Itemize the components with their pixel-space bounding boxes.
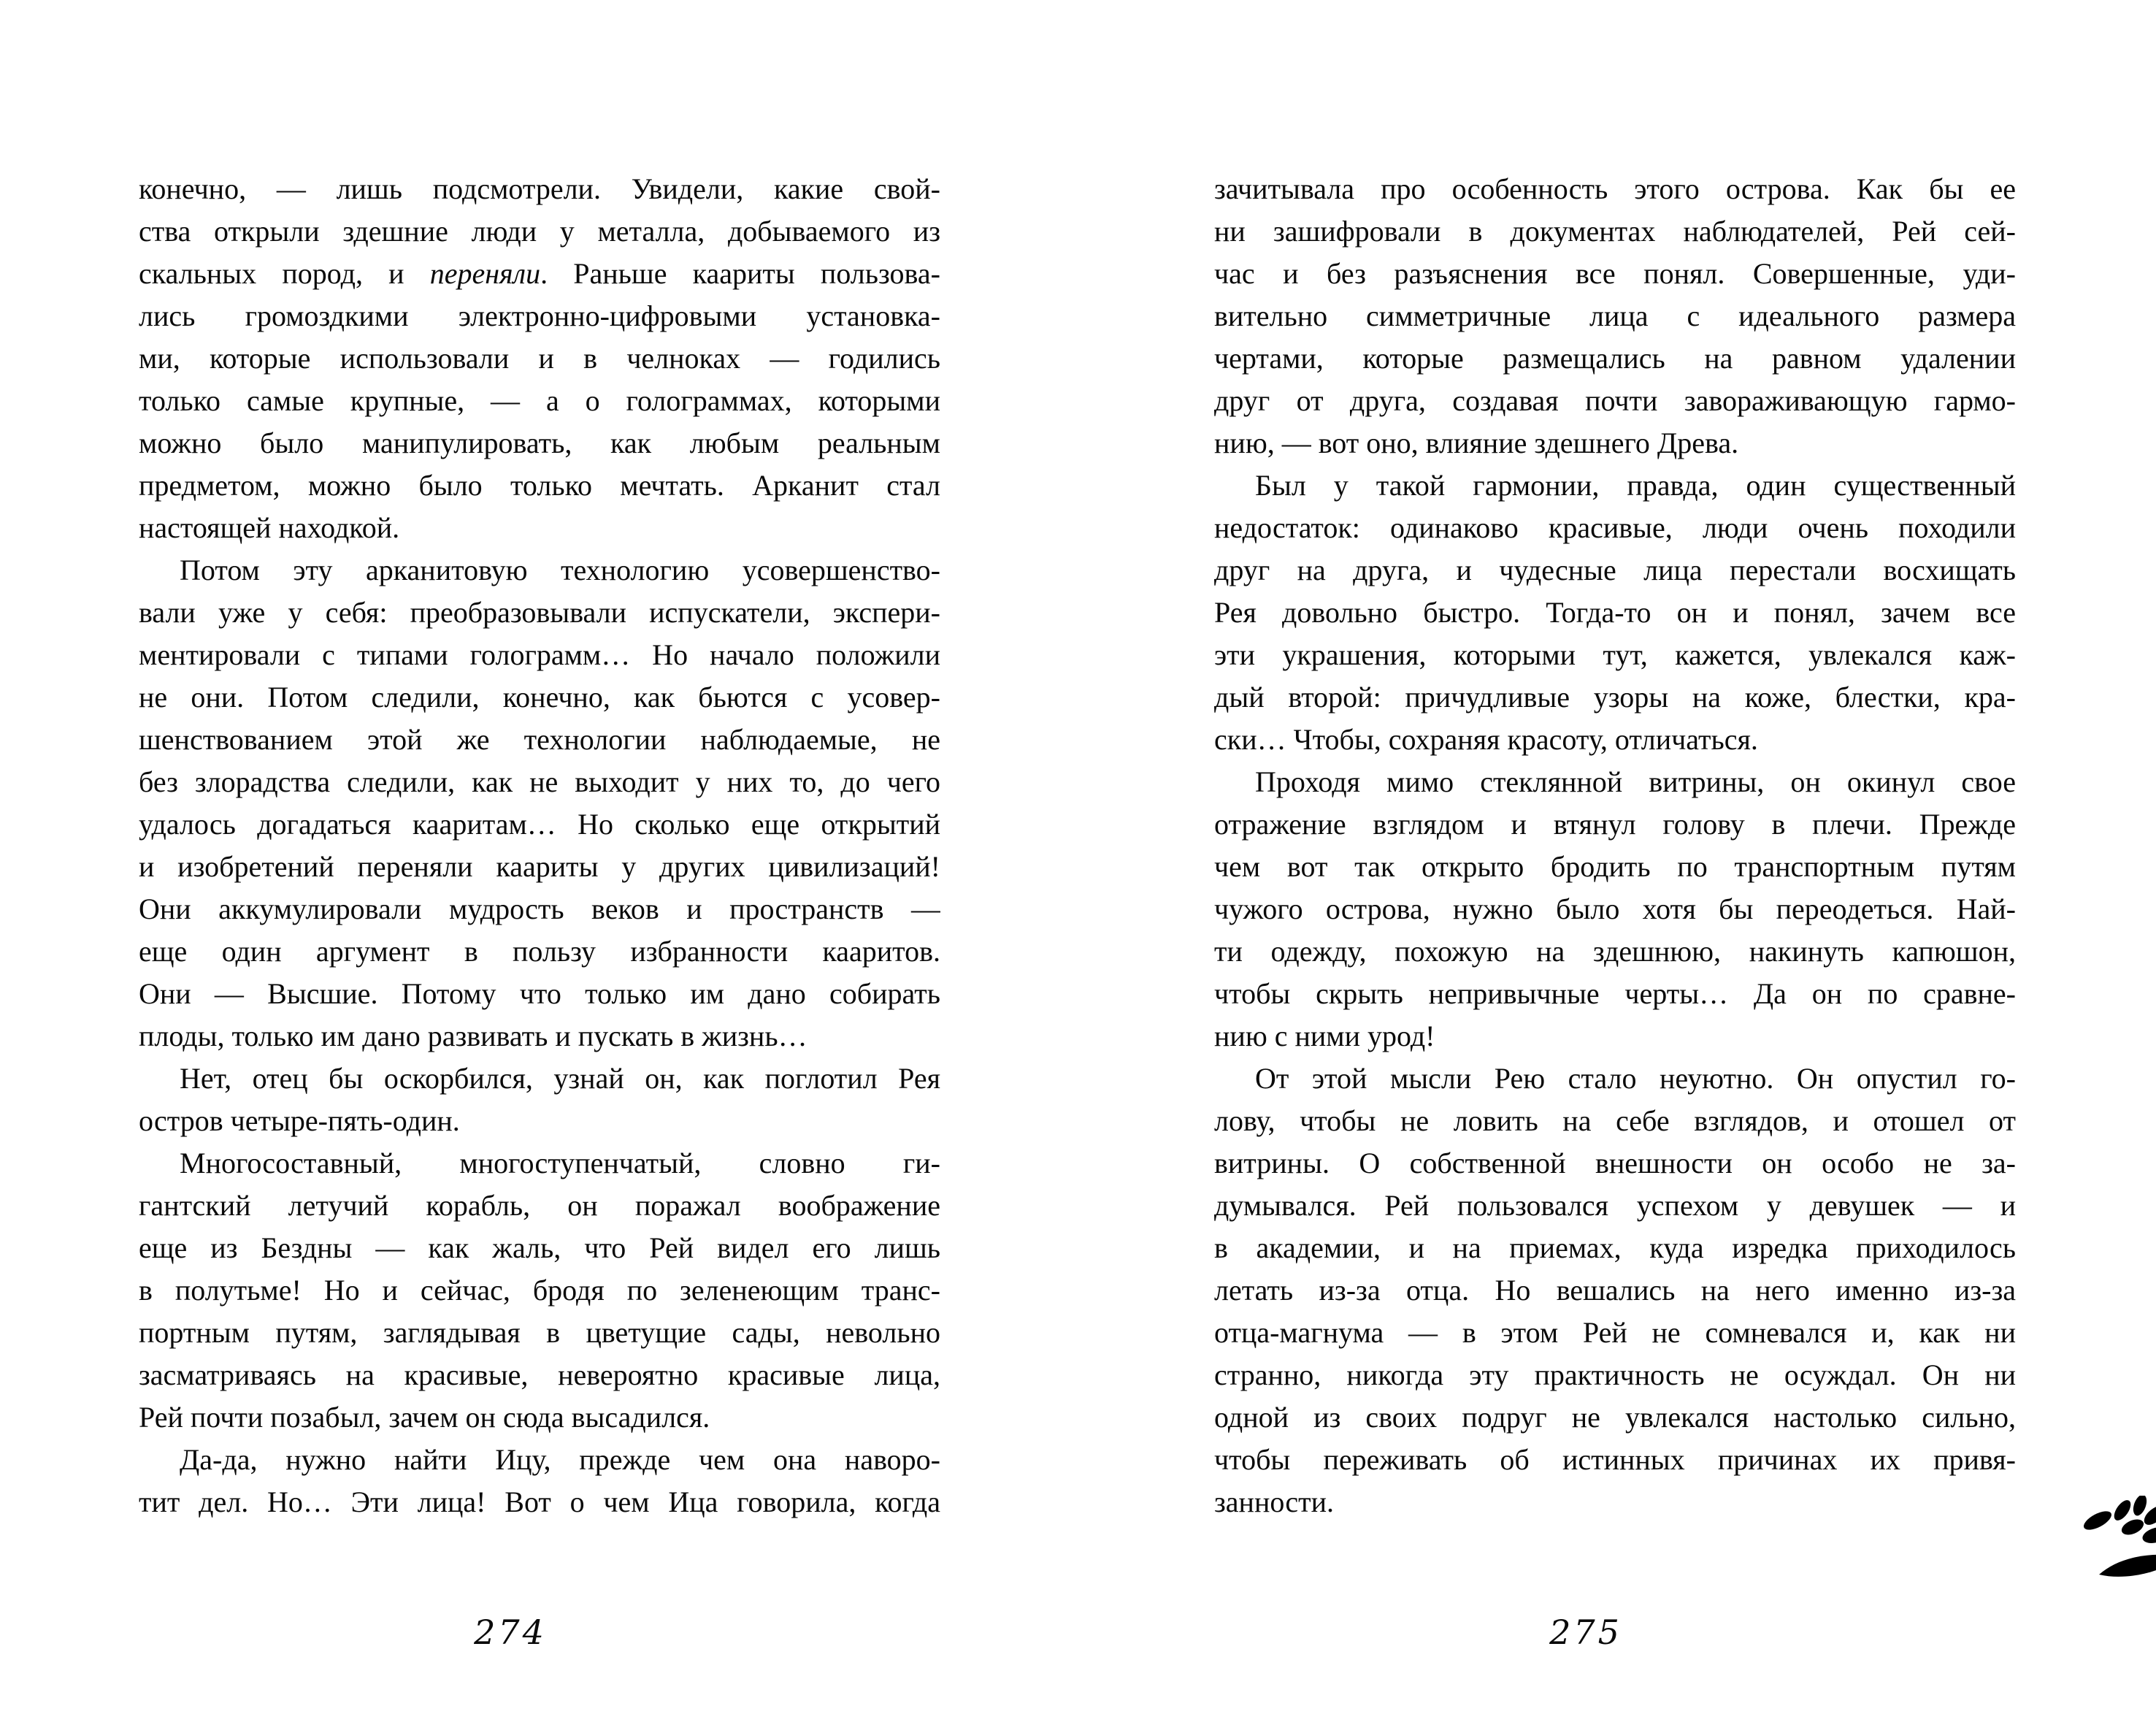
text-line: тит дел. Но… Эти лица! Вот о чем Ица говорила, когда xyxy=(139,1485,940,1518)
text-line: портным путям, заглядывая в цветущие сады, невольно xyxy=(139,1316,940,1349)
text-line: ства открыли здешние люди у металла, добываемого из xyxy=(139,215,940,248)
text-line: еще один аргумент в пользу избранности кааритов. xyxy=(139,935,940,968)
text-line: нию с ними урод! xyxy=(1214,1020,1435,1052)
text-line: без злорадства следили, как не выходит у них то, до чего xyxy=(139,765,940,798)
text-line: друг от друга, создавая почти завораживающую гармо- xyxy=(1214,384,2016,417)
text-line: странно, никогда эту практичность не осуждал. Он ни xyxy=(1214,1358,2016,1391)
text-line: дый второй: причудливые узоры на коже, блестки, кра- xyxy=(1214,681,2016,714)
text-line: От этой мысли Рею стало неуютно. Он опустил го- xyxy=(1255,1062,2016,1095)
text-line: ти одежду, похожую на здешнюю, накинуть капюшон, xyxy=(1214,935,2016,968)
text-line: остров четыре-пять-один. xyxy=(139,1104,460,1137)
text-line: занности. xyxy=(1214,1485,1335,1518)
text-line: чем вот так открыто бродить по транспортным путям xyxy=(1214,850,2016,883)
text-line: в полутьме! Но и сейчас, бродя по зеленеющим транс- xyxy=(139,1274,940,1307)
text-line: чтобы переживать об истинных причинах их привя- xyxy=(1214,1443,2016,1476)
text-line: отражение взглядом и втянул голову в плечи. Прежде xyxy=(1214,808,2016,841)
text-line: ми, которые использовали и в челноках — годились xyxy=(139,342,940,375)
text-line: предметом, можно было только мечтать. Арканит стал xyxy=(139,469,940,502)
text-line: Рея довольно быстро. Тогда-то он и понял, зачем все xyxy=(1214,596,2016,629)
text-line: Потом эту арканитовую технологию усовершенство- xyxy=(180,554,940,586)
text-line: думывался. Рей пользовался успехом у девушек — и xyxy=(1214,1189,2016,1222)
leaf-ornament-icon xyxy=(2077,1496,2156,1598)
text-line: в академии, и на приемах, куда изредка приходилось xyxy=(1214,1231,2016,1264)
text-line: Они — Высшие. Потому что только им дано собирать xyxy=(139,977,940,1010)
text-line: друг на друга, и чудесные лица перестали восхищать xyxy=(1214,554,2016,586)
text-line: ски… Чтобы, сохраняя красоту, отличаться. xyxy=(1214,723,1758,756)
text-line: отца-магнума — в этом Рей не сомневался и, как ни xyxy=(1214,1316,2016,1349)
text-line: настоящей находкой. xyxy=(139,511,400,544)
text-line: гантский летучий корабль, он поражал воображение xyxy=(139,1189,940,1222)
text-line: Был у такой гармонии, правда, один существенный xyxy=(1255,469,2016,502)
text-line: Проходя мимо стеклянной витрины, он окинул свое xyxy=(1255,765,2016,798)
text-line: Они аккумулировали мудрость веков и пространств — xyxy=(139,892,940,925)
text-line: летать из-за отца. Но вешались на него именно из-за xyxy=(1214,1274,2016,1307)
text-line: скальных пород, и переняли. Раньше каариты пользова- xyxy=(139,257,940,290)
text-line: чтобы скрыть непривычные черты… Да он по сравне- xyxy=(1214,977,2016,1010)
text-line: одной из своих подруг не увлекался настолько сильно, xyxy=(1214,1401,2016,1434)
text-line: засматриваясь на красивые, невероятно красивые лица, xyxy=(139,1358,940,1391)
page-number-right: 275 xyxy=(1549,1613,1622,1652)
text-line: час и без разъяснения все понял. Совершенные, уди- xyxy=(1214,257,2016,290)
text-line: конечно, — лишь подсмотрели. Увидели, какие свой- xyxy=(139,172,940,205)
text-line: нию, — вот оно, влияние здешнего Древа. xyxy=(1214,427,1739,459)
text-line: еще из Бездны — как жаль, что Рей видел его лишь xyxy=(139,1231,940,1264)
text-line: можно было манипулировать, как любым реальным xyxy=(139,427,940,459)
text-line: эти украшения, которыми тут, кажется, увлекался каж- xyxy=(1214,638,2016,671)
text-line: не они. Потом следили, конечно, как бьются с усовер- xyxy=(139,681,940,714)
text-line: чужого острова, нужно было хотя бы переодеться. Най- xyxy=(1214,892,2016,925)
text-line: Рей почти позабыл, зачем он сюда высадился. xyxy=(139,1401,710,1434)
page-right-text-block xyxy=(1214,168,2016,1523)
text-line: лись громоздкими электронно-цифровыми установка- xyxy=(139,299,940,332)
page-number-left: 274 xyxy=(474,1613,547,1652)
text-line: чертами, которые размещались на равном удалении xyxy=(1214,342,2016,375)
text-line: Да-да, нужно найти Ицу, прежде чем она наворо- xyxy=(180,1443,940,1476)
text-line: плоды, только им дано развивать и пускать в жизнь… xyxy=(139,1020,807,1052)
page-left-text-block xyxy=(139,168,940,1523)
text-line: шенствованием этой же технологии наблюдаемые, не xyxy=(139,723,940,756)
text-line: удалось догадаться кааритам… Но сколько еще открытий xyxy=(139,808,940,841)
text-line: зачитывала про особенность этого острова. Как бы ее xyxy=(1214,172,2016,205)
text-line: лову, чтобы не ловить на себе взглядов, и отошел от xyxy=(1214,1104,2016,1137)
text-line: вительно симметричные лица с идеального размера xyxy=(1214,299,2016,332)
text-line: витрины. О собственной внешности он особо не за- xyxy=(1214,1147,2016,1179)
text-line: и изобретений переняли каариты у других цивилизаций! xyxy=(139,850,940,883)
text-line: ни зашифровали в документах наблюдателей, Рей сей- xyxy=(1214,215,2016,248)
text-line: вали уже у себя: преобразовывали испускатели, экспери- xyxy=(139,596,940,629)
text-line: только самые крупные, — а о голограммах, которыми xyxy=(139,384,940,417)
text-line: Многосоставный, многоступенчатый, словно ги- xyxy=(180,1147,940,1179)
text-line: Нет, отец бы оскорбился, узнай он, как поглотил Рея xyxy=(180,1062,940,1095)
text-line: недостаток: одинаково красивые, люди очень походили xyxy=(1214,511,2016,544)
text-line: ментировали с типами голограмм… Но начало положили xyxy=(139,638,940,671)
